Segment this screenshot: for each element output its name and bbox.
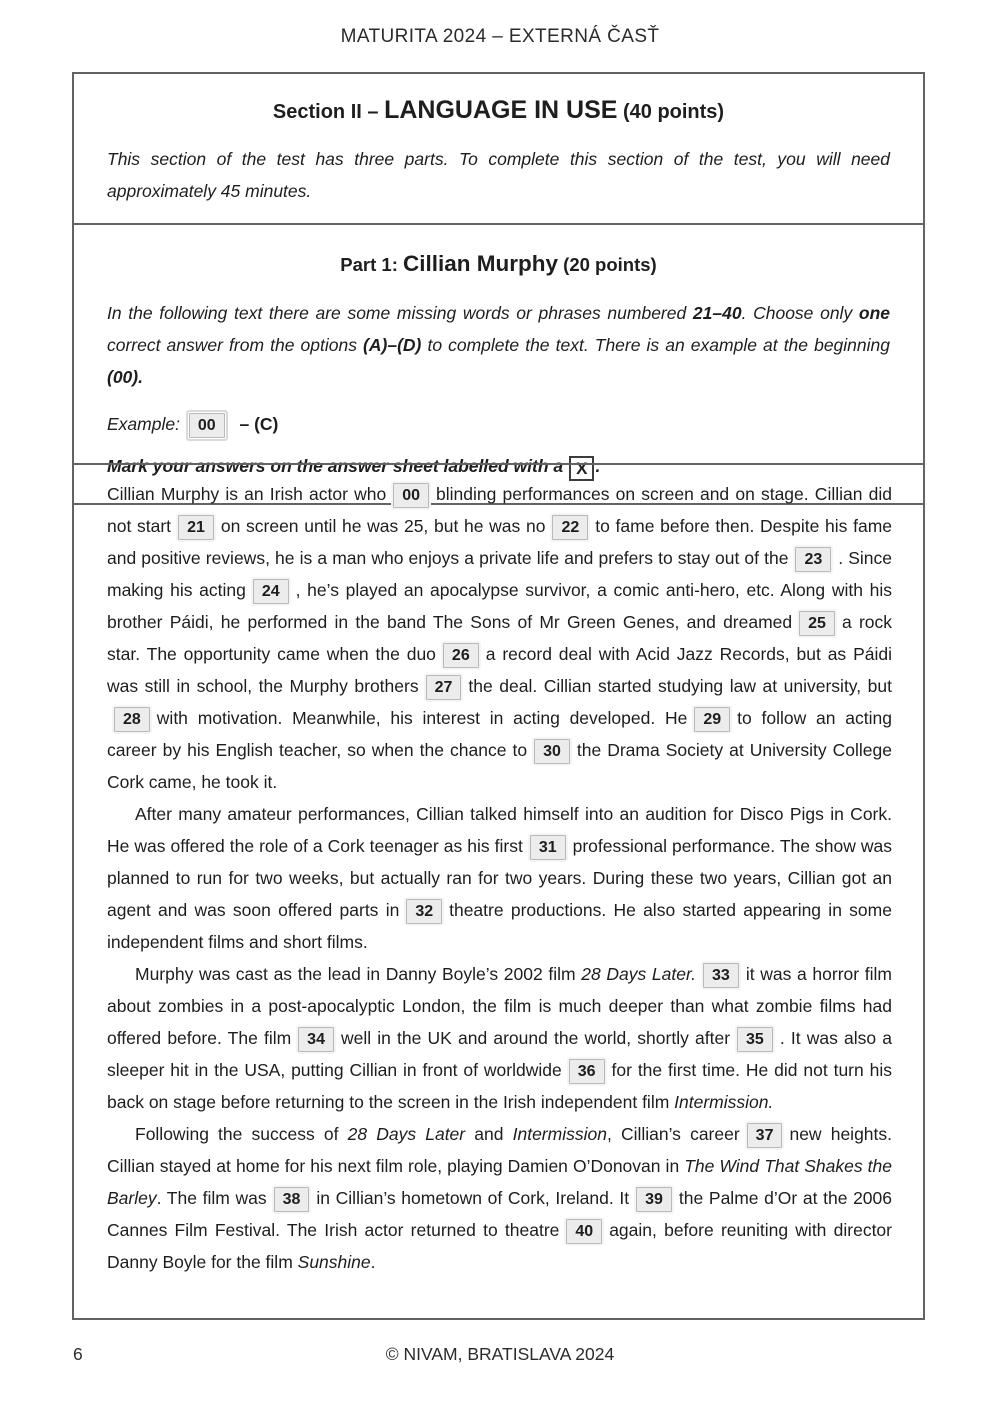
part-instructions xyxy=(107,297,890,393)
page-header-title: MATURITA 2024 – EXTERNÁ ČASŤ xyxy=(340,26,660,47)
text-italic: 28 Days Later. xyxy=(575,964,697,984)
text-run: well in the UK and around the world, shortly after xyxy=(340,1028,731,1048)
passage-box xyxy=(72,463,925,1320)
gap-box-37: 37 xyxy=(747,1123,783,1148)
section-title-prefix: Section II – xyxy=(272,101,385,123)
text-run: . xyxy=(370,1252,376,1272)
text-bold: (A)–(D) xyxy=(363,335,422,355)
text-bold: one xyxy=(858,303,890,323)
text-run: correct answer from the options xyxy=(107,335,364,355)
text-bold: 21–40 xyxy=(692,303,742,323)
text-run: on screen until he was 25, but he was no xyxy=(220,516,546,536)
text-run: blinding performances on screen and on stage. Cillian did not start xyxy=(107,484,892,536)
text-run: it was a horror film about zombies in a post-apocalyptic London, the film is much deeper than what zombie films had offered before. The film xyxy=(107,964,892,1048)
text-italic: The Wind That Shakes the Barley xyxy=(107,1156,892,1208)
text-run: for the first time. He did not turn his back on stage before returning to the screen in the Irish independent film xyxy=(107,1060,892,1112)
text-run: and xyxy=(474,1124,504,1144)
text-run: the deal. Cillian started studying law at university, but xyxy=(468,676,892,696)
text-run: the Drama Society at University College Cork came, he took it. xyxy=(107,740,892,792)
section-title-main: LANGUAGE IN USE xyxy=(384,96,618,124)
header-boxes xyxy=(72,72,925,505)
text-run: . Choose only xyxy=(741,303,859,323)
text-run: new heights. Cillian stayed at home for his next film role, playing Damien O’Donovan in xyxy=(107,1124,893,1176)
part-title xyxy=(107,251,890,277)
gap-box-38: 38 xyxy=(274,1187,310,1212)
part-box xyxy=(74,225,923,503)
gap-box-00: 00 xyxy=(393,483,429,508)
text-run: theatre productions. He also started appearing in some independent films and short films. xyxy=(107,900,892,952)
gap-box-21: 21 xyxy=(178,515,214,540)
footer-copyright: © NIVAM, BRATISLAVA 2024 xyxy=(385,1344,615,1364)
gap-box-29: 29 xyxy=(694,707,730,732)
section-title-points: (40 points) xyxy=(617,101,725,123)
text-run: again, before reuniting with director Danny Boyle for the film xyxy=(107,1220,892,1272)
text-run: In the following text there are some missing words or phrases numbered xyxy=(107,303,693,323)
example-answer: – (C) xyxy=(239,414,279,434)
section-title xyxy=(107,96,890,125)
text-run: . Since making his acting xyxy=(107,548,893,600)
gap-box-28: 28 xyxy=(114,707,150,732)
text-run: Following the success of xyxy=(135,1124,339,1144)
text-run: , he’s played an apocalypse survivor, a comic anti-hero, etc. Along with his brother Páidi, he performed in the band The Sons of Mr Green Genes, and dreamed xyxy=(107,580,892,632)
passage-paragraph-3 xyxy=(107,958,892,1118)
section-box xyxy=(74,74,923,225)
gap-box-32: 32 xyxy=(406,899,442,924)
part-title-main: Cillian Murphy xyxy=(403,251,559,276)
part-title-points: (20 points) xyxy=(558,254,657,275)
text-run: After many amateur performances, Cillian talked himself into an audition for Disco Pigs in Cork. He was offered the role of a Cork teenager as his first xyxy=(107,804,892,856)
example-line xyxy=(107,409,890,439)
gap-box-26: 26 xyxy=(443,643,479,668)
gap-box-23: 23 xyxy=(795,547,831,572)
text-run: Murphy was cast as the lead in Danny Boyle’s 2002 film xyxy=(135,964,576,984)
text-italic: 28 Days Later xyxy=(338,1124,475,1144)
text-run: professional performance. The show was planned to run for two weeks, but actually ran for two years. During these two years, Cillian got an agent and was soon offered parts in xyxy=(107,836,892,920)
text-run: the Palme d’Or at the 2006 Cannes Film Festival. The Irish actor returned to theatre xyxy=(107,1188,893,1240)
text-run: a record deal with Acid Jazz Records, but as Páidi was still in school, the Murphy brothers xyxy=(107,644,892,696)
gap-box-30: 30 xyxy=(534,739,570,764)
gap-box-22: 22 xyxy=(552,515,588,540)
gap-box-40: 40 xyxy=(566,1219,602,1244)
text-run: Cillian Murphy is an Irish actor who xyxy=(107,484,387,504)
text-bold: (00). xyxy=(107,367,143,387)
gap-box-33: 33 xyxy=(703,963,739,988)
gap-box-34: 34 xyxy=(298,1027,334,1052)
text-run: in Cillian’s hometown of Cork, Ireland. It xyxy=(316,1188,630,1208)
text-run: to fame before then. Despite his fame and positive reviews, he is a man who enjoys a private life and prefers to stay out of the xyxy=(107,516,893,568)
gap-box-24: 24 xyxy=(253,579,289,604)
passage-paragraph-2 xyxy=(107,798,892,958)
part-title-prefix: Part 1: xyxy=(340,254,404,275)
text-run: , Cillian’s career xyxy=(606,1124,740,1144)
text-run: a rock star. The opportunity came when the duo xyxy=(107,612,892,664)
gap-box-27: 27 xyxy=(426,675,462,700)
example-label: Example: xyxy=(107,414,180,434)
gap-box-25: 25 xyxy=(799,611,835,636)
mark-answers-text: Mark your answers on the answer sheet labelled with a xyxy=(107,456,564,476)
example-gap-box: 00 xyxy=(189,413,225,438)
gap-box-31: 31 xyxy=(530,835,566,860)
text-italic: Intermission. xyxy=(669,1092,774,1112)
text-run: with motivation. Meanwhile, his interest in acting developed. He xyxy=(156,708,688,728)
gap-box-39: 39 xyxy=(636,1187,672,1212)
passage-paragraph-1 xyxy=(107,478,892,798)
text-run: . It was also a sleeper hit in the USA, putting Cillian in front of worldwide xyxy=(107,1028,892,1080)
page-footer xyxy=(0,1344,1000,1365)
text-run: to follow an acting career by his English teacher, so when the chance to xyxy=(107,708,892,760)
text-run: . The film was xyxy=(156,1188,267,1208)
gap-box-35: 35 xyxy=(737,1027,773,1052)
footer-page-number: 6 xyxy=(73,1344,83,1364)
section-intro: This section of the test has three parts. To complete this section of the test, you will need approximately 45 minutes. xyxy=(107,149,890,201)
answer-sheet-x-box: X xyxy=(569,456,594,481)
passage-paragraph-4 xyxy=(107,1118,892,1278)
text-italic: Sunshine xyxy=(292,1252,371,1272)
text-run: to complete the text. There is an example at the beginning xyxy=(421,335,891,355)
text-italic: Intermission xyxy=(503,1124,607,1144)
gap-box-36: 36 xyxy=(569,1059,605,1084)
mark-answers-period: . xyxy=(595,456,601,476)
